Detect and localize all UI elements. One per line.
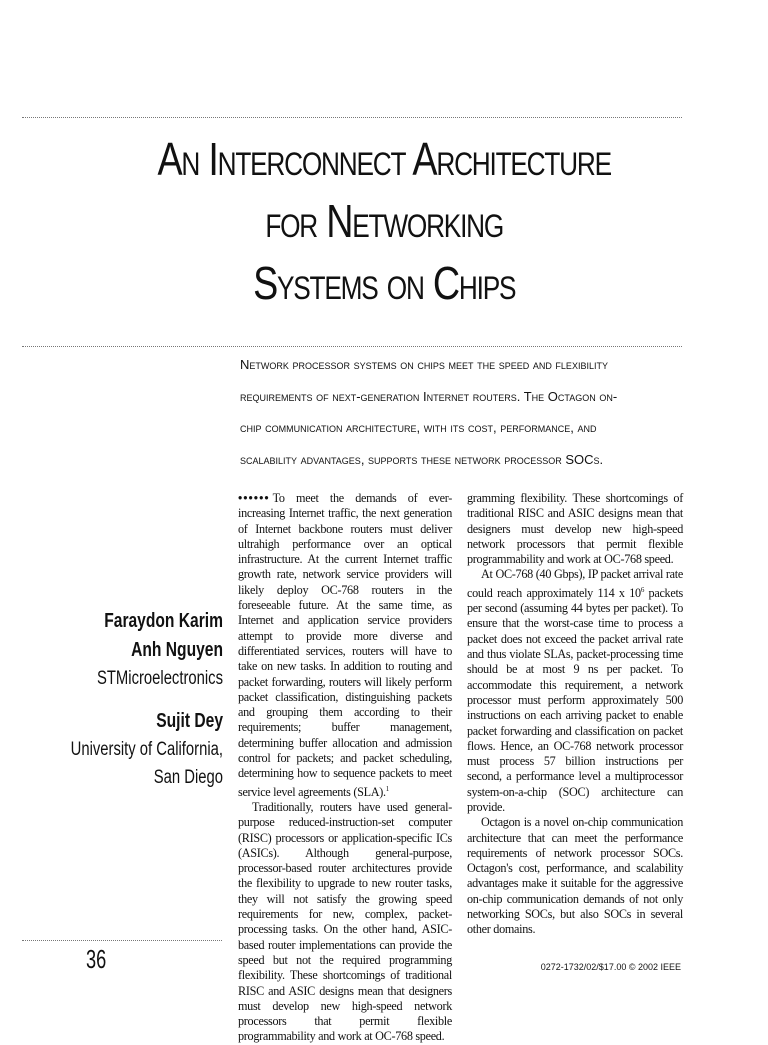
- body-paragraph: Octagon is a novel on-chip communication architecture that can meet the performance requirements of network processor SOCs. Octagon's cost, performance, and scalability advantages make it suitable for the aggressive on-chip communication demands of not only networking SOCs, but also SOCs in several other domains.: [467, 815, 683, 937]
- page-number: 36: [86, 944, 107, 974]
- author-affiliation: San Diego: [153, 767, 223, 788]
- copyright-notice: 0272-1732/02/$17.00 © 2002 IEEE: [540, 962, 681, 972]
- abstract-line-2: requirements of next-generation Internet routers. The Octagon on-: [240, 388, 618, 404]
- middle-dotted-rule: [22, 346, 682, 347]
- article-title: [69, 128, 699, 314]
- abstract-line-1: Network processor systems on chips meet the speed and flexibility: [240, 357, 608, 372]
- author-name: Sujit Dey: [156, 710, 223, 732]
- author-name: Anh Nguyen: [131, 639, 223, 661]
- author-affiliation: University of California,: [70, 739, 223, 760]
- title-line-1: An Interconnect Architecture: [157, 133, 611, 185]
- author-name: Faraydon Karim: [104, 610, 223, 632]
- body-paragraph-continued: gramming flexibility. These shortcomings of traditional RISC and ASIC designs mean that designers must develop new high-speed network processors that permit flexible programmability and work at OC-768 speed.: [467, 491, 683, 567]
- author-affiliation: STMicroelectronics: [96, 668, 223, 689]
- title-line-3: Systems on Chips: [253, 257, 516, 309]
- body-column-left: [238, 491, 452, 1044]
- lead-dots: ••••••: [238, 491, 270, 505]
- abstract-line-4: scalability advantages, supports these network processor SOCs.: [240, 451, 604, 467]
- body-paragraph: At OC-768 (40 Gbps), IP packet arrival rate could reach approximately 114 x $10^6$ packets per second (assuming 44 bytes per packet). To ensure that the worst-case time to process a packet does not exceed the packet arrival rate and thus violate SLAs, packet-processing time should be at most 9 ns per packet. To accommodate this requirement, a network processor must perform approximately 500 instructions on each arriving packet to enable packet forwarding and classification on packet flows. Hence, an OC-768 network processor must process 57 billion instructions per second, a performance level a multiprocessor system-on-a-chip (SOC) architecture can provide.: [467, 567, 683, 814]
- body-paragraph: •••••• To meet the demands of ever-increasing Internet traffic, the next generation of Internet backbone routers must deliver ultrahigh performance over an optical infrastructure. At the current Internet traffic growth rate, network service providers will likely deploy OC-768 routers in the foreseeable future. At the same time, as Internet and application service providers attempt to provide more diverse and differentiated services, routers will have to take on new tasks. In addition to routing and packet forwarding, routers will likely perform packet classification, distinguishing packets and grouping them according to their requirements; buffer management, determining buffer allocation and admission control for packets; and packet scheduling, determining how to sequence packets to meet service level agreements (SLA).$^1$: [238, 491, 452, 799]
- author-block: [51, 607, 223, 792]
- top-dotted-rule: [22, 117, 682, 118]
- reference-marker: 1: [385, 784, 389, 793]
- body-column-right: [467, 491, 683, 938]
- body-paragraph: Traditionally, routers have used general-purpose reduced-instruction-set computer (RISC) processors or application-specific ICs (ASICs). Although general-purpose, processor-based router architectures provide the flexibility to upgrade to new router tasks, they will not satisfy the growing speed requirements for new, complex, packet-processing tasks. On the other hand, ASIC-based router implementations can provide the speed but not the required programming flexibility. These shortcomings of traditional RISC and ASIC designs mean that designers must develop new high-speed network processors that permit flexible programmability and work at OC-768 speed.: [238, 800, 452, 1044]
- footer-dotted-rule: [22, 940, 222, 941]
- abstract-line-3: chip communication architecture, with its cost, performance, and: [240, 420, 597, 435]
- abstract: [240, 349, 680, 475]
- title-line-2: for Networking: [265, 195, 504, 247]
